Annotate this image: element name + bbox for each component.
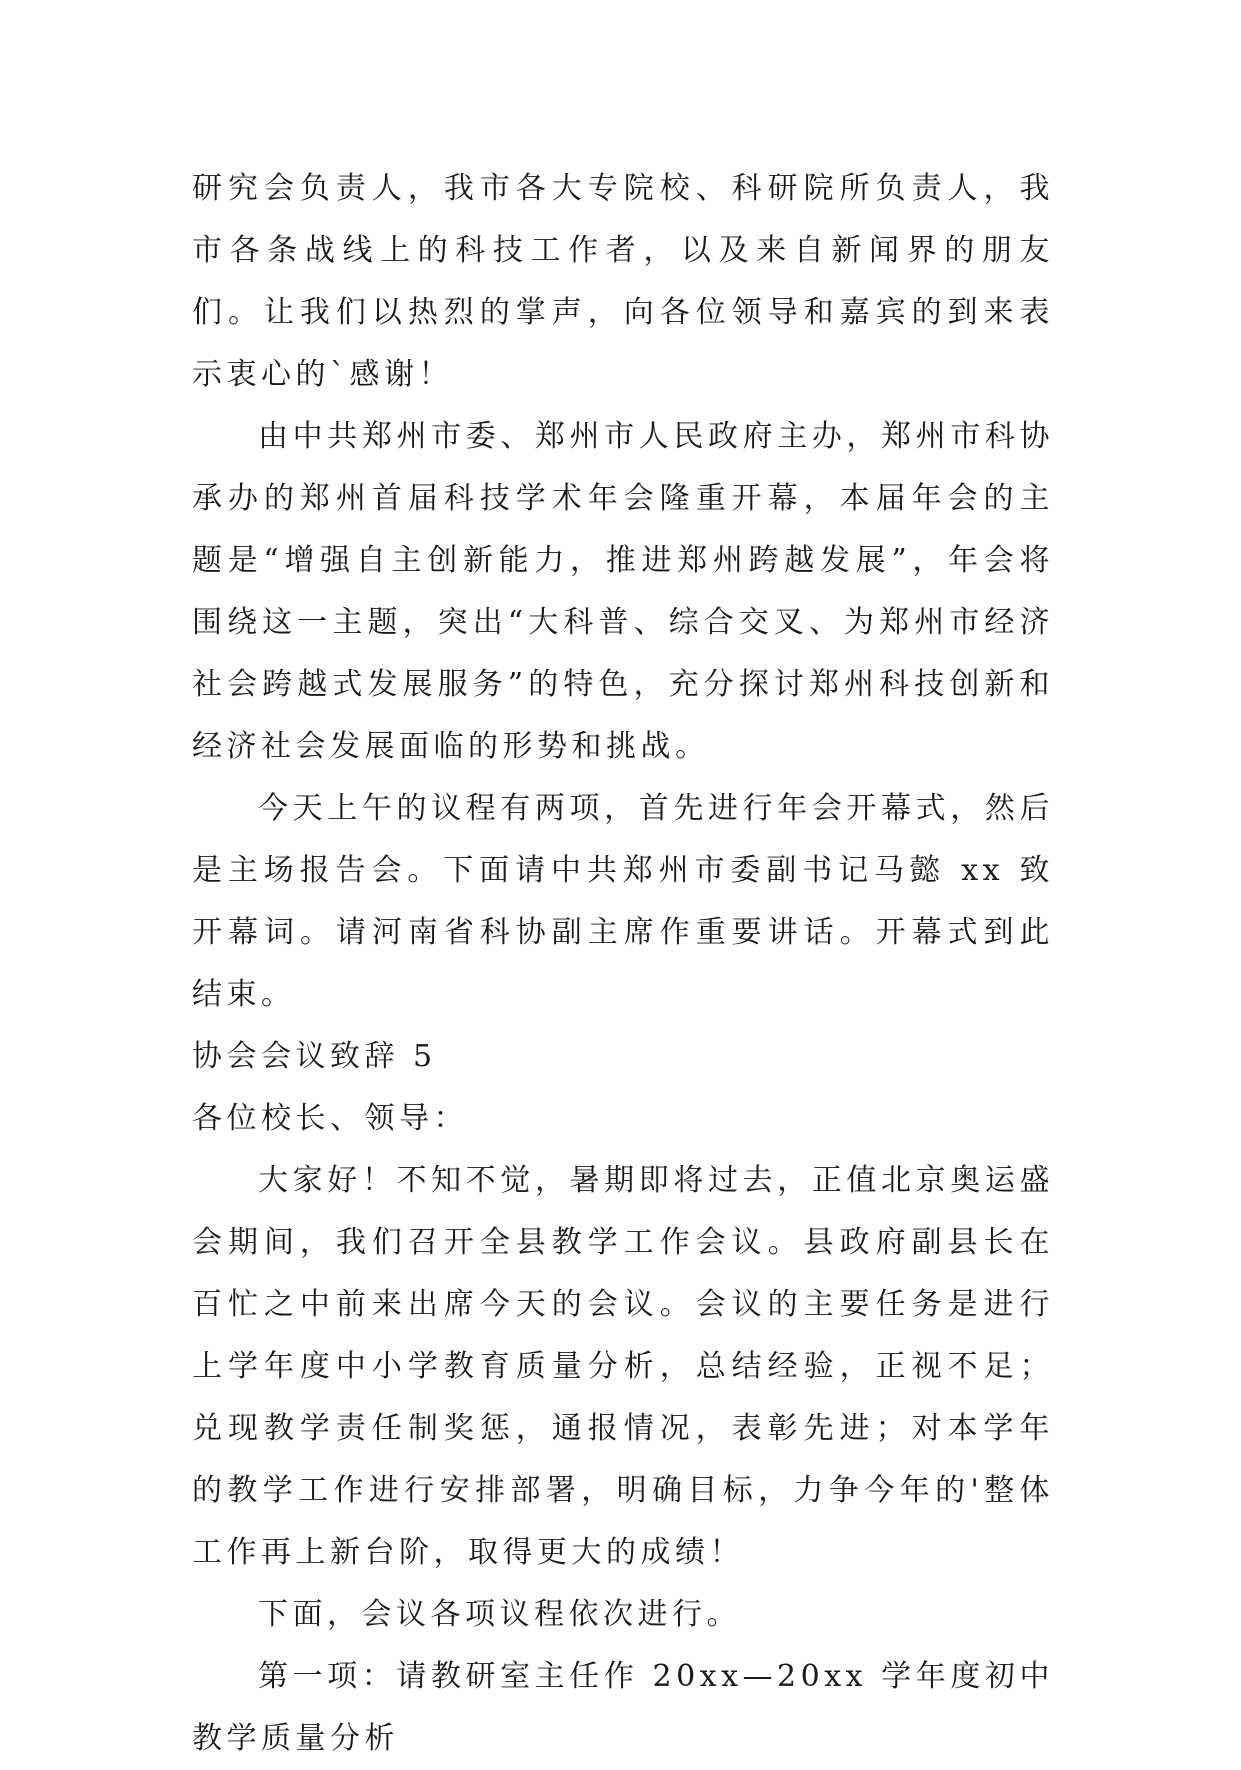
paragraph-agenda-item-one: 第一项：请教研室主任作 20xx—20xx 学年度初中教学质量分析 xyxy=(192,1659,1054,1756)
salutation: 各位校长、领导： xyxy=(192,1101,468,1136)
paragraph-annual-meeting-theme: 由中共郑州市委、郑州市人民政府主办，郑州市科协承办的郑州首届科技学术年会隆重开幕，本届年会的主题是“增强自主创新能力，推进郑州跨越发展”，年会将围绕这一主题，突出“大科普、综合交叉、为郑州市经济社会跨越式发展服务”的特色，充分探讨郑州科技创新和经济社会发展面临的形势和挑战。 xyxy=(192,419,1054,764)
section-heading: 协会会议致辞 5 xyxy=(192,1039,437,1074)
paragraph-meeting-opening: 大家好！不知不觉，暑期即将过去，正值北京奥运盛会期间，我们召开全县教学工作会议。县政府副县长在百忙之中前来出席今天的会议。会议的主要任务是进行上学年度中小学教育质量分析，总结经验，正视不足；兑现教学责任制奖惩，通报情况，表彰先进；对本学年的教学工作进行安排部署，明确目标，力争今年的'整体工作再上新台阶，取得更大的成绩！ xyxy=(192,1163,1054,1570)
document-body xyxy=(192,158,1054,1770)
paragraph-agenda-intro: 下面，会议各项议程依次进行。 xyxy=(258,1597,741,1632)
paragraph-morning-agenda: 今天上午的议程有两项，首先进行年会开幕式，然后是主场报告会。下面请中共郑州市委副书记马懿 xx 致开幕词。请河南省科协副主席作重要讲话。开幕式到此结束。 xyxy=(192,791,1054,1012)
paragraph-closing-guest-intro: 研究会负责人，我市各大专院校、科研院所负责人，我市各条战线上的科技工作者，以及来自新闻界的朋友们。让我们以热烈的掌声，向各位领导和嘉宾的到来表示衷心的`感谢！ xyxy=(192,171,1054,392)
